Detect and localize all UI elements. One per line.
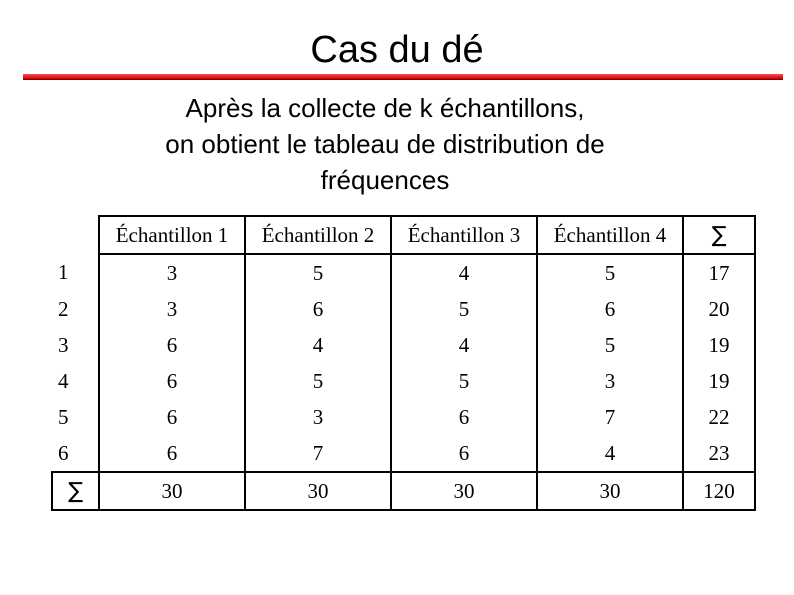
title-underline [23, 74, 783, 80]
table-cell: 6 [391, 399, 537, 435]
table-cell: 6 [99, 363, 245, 399]
frequency-table [51, 215, 756, 511]
row-sum-cell: 20 [683, 291, 755, 327]
row-label: 3 [58, 332, 69, 357]
subtitle-line-2: on obtient le tableau de distribution de [165, 129, 605, 159]
slide-subtitle [90, 90, 680, 198]
column-total-cell: 30 [245, 472, 391, 510]
header-sample-4: Échantillon 4 [537, 216, 683, 254]
header-sample-2: Échantillon 2 [245, 216, 391, 254]
table-cell: 4 [391, 327, 537, 363]
totals-sum-symbol: ∑ [52, 472, 99, 510]
table-cell: 6 [99, 327, 245, 363]
table-row [52, 399, 755, 435]
row-sum-cell: 17 [683, 254, 755, 291]
table-row [52, 363, 755, 399]
table-cell: 4 [391, 254, 537, 291]
table-cell: 5 [245, 254, 391, 291]
header-sample-1: Échantillon 1 [99, 216, 245, 254]
table-row [52, 254, 755, 291]
row-sum-cell: 22 [683, 399, 755, 435]
table-cell: 6 [245, 291, 391, 327]
table-row [52, 327, 755, 363]
table-cell: 4 [245, 327, 391, 363]
row-label: 1 [58, 260, 69, 284]
header-empty-cell [52, 216, 99, 254]
table-cell: 5 [245, 363, 391, 399]
table-cell: 3 [99, 254, 245, 291]
table-row [52, 291, 755, 327]
table-cell: 3 [99, 291, 245, 327]
header-sum-symbol: ∑ [683, 216, 755, 254]
table-cell: 3 [537, 363, 683, 399]
column-total-cell: 30 [537, 472, 683, 510]
header-sample-3: Échantillon 3 [391, 216, 537, 254]
column-total-cell: 30 [99, 472, 245, 510]
column-total-cell: 30 [391, 472, 537, 510]
subtitle-line-1: Après la collecte de k échantillons, [185, 93, 585, 123]
subtitle-line-3: fréquences [320, 165, 450, 195]
row-label: 2 [58, 296, 69, 321]
table-cell: 5 [537, 254, 683, 291]
table-row [52, 435, 755, 472]
row-sum-cell: 19 [683, 363, 755, 399]
slide-title: Cas du dé [310, 29, 484, 71]
grand-total-cell: 120 [683, 472, 755, 510]
table-cell: 4 [537, 435, 683, 472]
row-label: 6 [58, 440, 69, 465]
table-cell: 5 [391, 291, 537, 327]
row-sum-cell: 23 [683, 435, 755, 472]
table-cell: 5 [537, 327, 683, 363]
table-cell: 3 [245, 399, 391, 435]
table-cell: 7 [537, 399, 683, 435]
table-cell: 6 [99, 399, 245, 435]
table-cell: 6 [537, 291, 683, 327]
table-header-row [52, 216, 755, 254]
totals-row [52, 472, 755, 510]
table-cell: 5 [391, 363, 537, 399]
row-label: 4 [58, 368, 69, 393]
row-label: 5 [58, 404, 69, 429]
table-cell: 6 [99, 435, 245, 472]
table-cell: 6 [391, 435, 537, 472]
row-sum-cell: 19 [683, 327, 755, 363]
table-cell: 7 [245, 435, 391, 472]
